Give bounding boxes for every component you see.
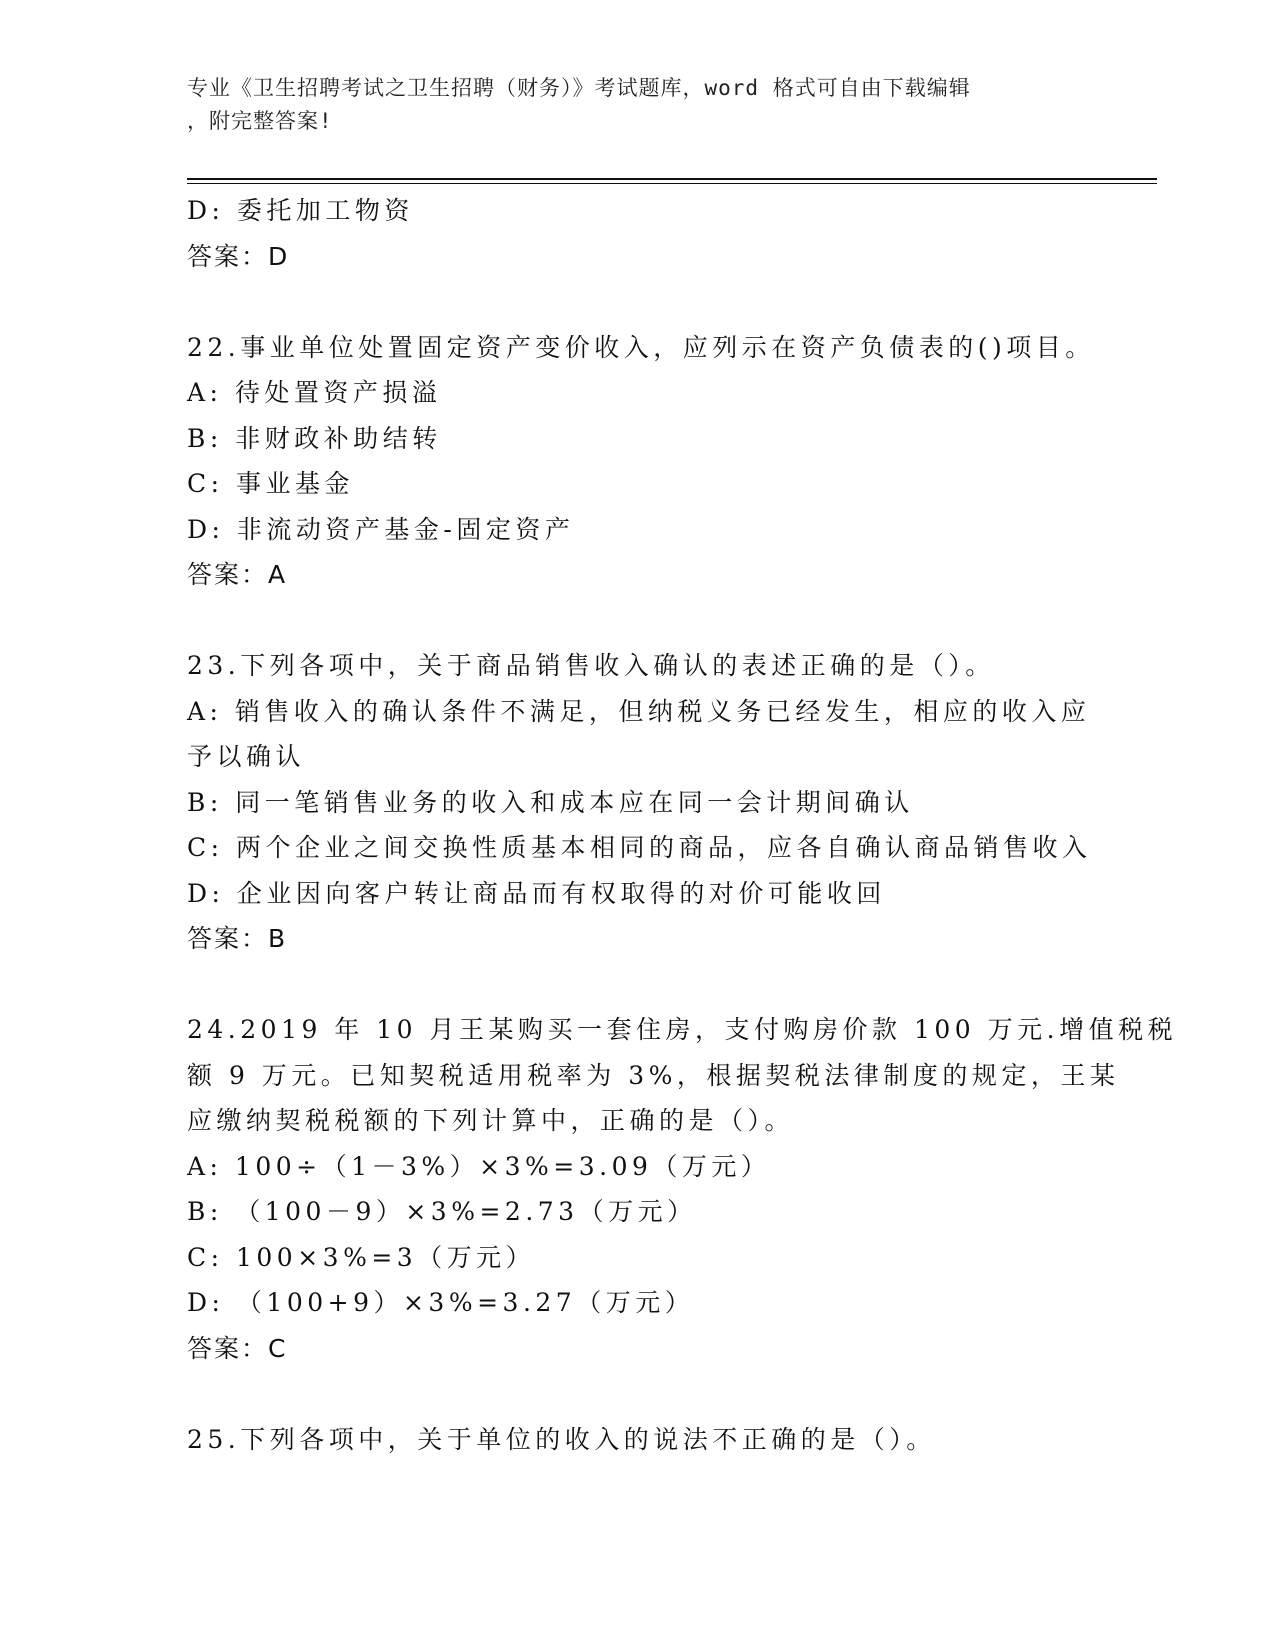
header-line-1: 专业《卫生招聘考试之卫生招聘（财务）》考试题库，word 格式可自由下载编辑 — [187, 76, 971, 100]
question-21-tail — [187, 188, 1087, 279]
spacer — [187, 598, 1087, 644]
option-d: D: 企业因向客户转让商品而有权取得的对价可能收回 — [187, 878, 886, 908]
question-23 — [187, 643, 1092, 962]
question-stem-continued: 额 9 万元。已知契税适用税率为 3%，根据契税法律制度的规定，王某 — [187, 1060, 1120, 1090]
option-d: D: （100+9）×3%=3.27（万元） — [187, 1288, 695, 1317]
question-stem: 22.事业单位处置固定资产变价收入，应列示在资产负债表的()项目。 — [187, 332, 1095, 362]
spacer — [187, 1371, 1087, 1417]
option-a: A: 待处置资产损溢 — [187, 378, 442, 407]
question-stem: 24.2019 年 10 月王某购买一套住房，支付购房价款 100 万元.增值税税 — [187, 1015, 1178, 1044]
spacer — [187, 962, 1087, 1008]
header-line-2: ，附完整答案! — [187, 109, 333, 133]
option-c: C: 事业基金 — [187, 469, 354, 498]
document-header — [187, 72, 1087, 138]
option-a-continued: 予以确认 — [187, 742, 306, 771]
question-list — [187, 188, 1178, 1462]
option-c: C: 两个企业之间交换性质基本相同的商品，应各自确认商品销售收入 — [187, 833, 1092, 862]
header-divider-thin — [187, 183, 1157, 184]
spacer — [187, 279, 1087, 325]
option-d: D: 非流动资产基金-固定资产 — [187, 514, 575, 544]
question-stem-continued: 应缴纳契税税额的下列计算中，正确的是（）。 — [187, 1106, 795, 1135]
question-stem: 23.下列各项中，关于商品销售收入确认的表述正确的是（）。 — [187, 651, 995, 680]
option-a: A: 100÷（1－3%）×3%=3.09（万元） — [187, 1151, 771, 1181]
question-24 — [187, 1007, 1178, 1371]
answer-line: 答案：D — [187, 241, 290, 271]
question-stem: 25.下列各项中，关于单位的收入的说法不正确的是（）。 — [187, 1424, 936, 1454]
header-divider-thick — [187, 178, 1157, 180]
answer-line: 答案：A — [187, 560, 288, 589]
option-a: A: 销售收入的确认条件不满足，但纳税义务已经发生，相应的收入应 — [187, 696, 1091, 726]
answer-line: 答案：C — [187, 1333, 288, 1363]
option-b: B: （100－9）×3%=2.73（万元） — [187, 1197, 697, 1226]
option-c: C: 100×3%=3（万元） — [187, 1242, 536, 1272]
option-b: B: 非财政补助结转 — [187, 423, 442, 453]
question-22 — [187, 325, 1095, 598]
question-25 — [187, 1417, 1087, 1463]
answer-line: 答案：B — [187, 924, 288, 953]
option-b: B: 同一笔销售业务的收入和成本应在同一会计期间确认 — [187, 787, 914, 817]
option-d: D: 委托加工物资 — [187, 196, 414, 225]
